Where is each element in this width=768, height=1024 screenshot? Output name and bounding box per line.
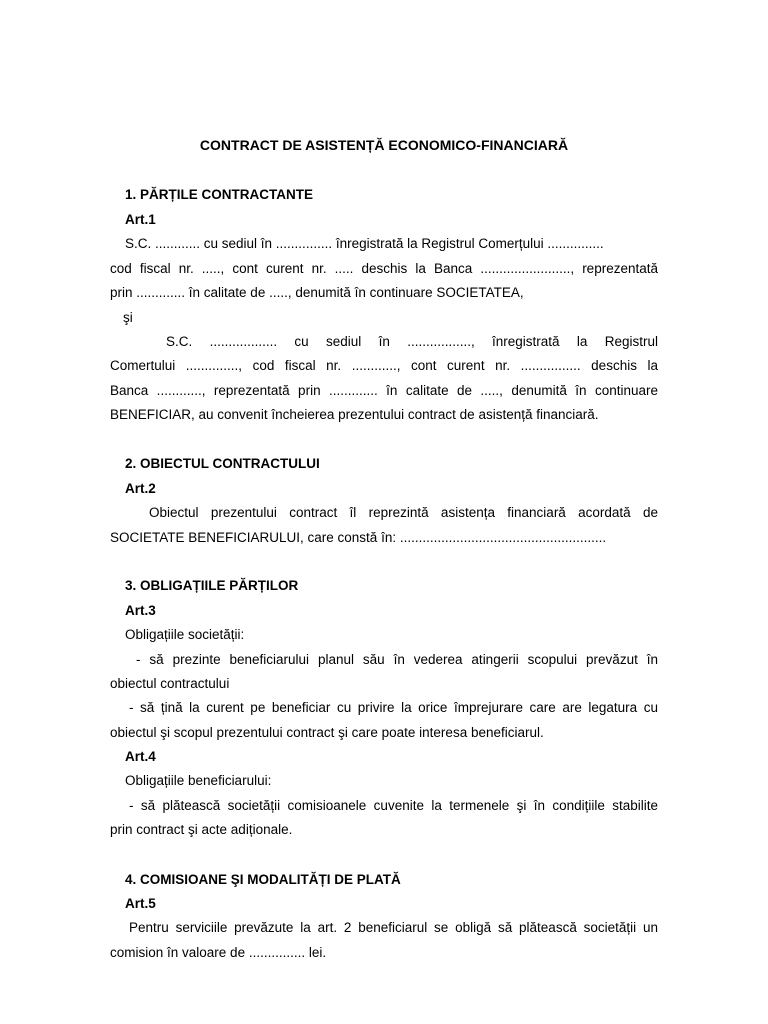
art-1-line-5: S.C. .................. cu sediul în ................., înregistrată la Registrul xyxy=(166,334,658,349)
art-2-label: Art.2 xyxy=(125,481,156,496)
art-5-line-1: Pentru serviciile prevăzute la art. 2 beneficiarul se obligă să plătească societății un xyxy=(129,920,658,935)
art-3-line-1: Obligațiile societății: xyxy=(125,627,245,642)
document-title: CONTRACT DE ASISTENȚĂ ECONOMICO-FINANCIARĂ xyxy=(199,137,569,153)
art-3-label: Art.3 xyxy=(125,603,156,618)
art-4-label: Art.4 xyxy=(125,749,156,764)
art-1-line-3: prin ............. în calitate de ....., denumită în continuare SOCIETATEA, xyxy=(110,285,524,300)
art-1-line-8: BENEFICIAR, au convenit încheierea prezentului contract de asistență financiară. xyxy=(110,407,599,422)
section-3-heading: 3. OBLIGAȚIILE PĂRȚILOR xyxy=(125,578,299,593)
art-4-line-1: Obligațiile beneficiarului: xyxy=(125,773,272,788)
art-1-line-7: Banca ............, reprezentată prin ............. în calitate de ....., denumită în continuare xyxy=(110,383,658,398)
art-3-line-4: - să țină la curent pe beneficiar cu privire la orice împrejurare care are legatura cu xyxy=(129,700,658,715)
art-4-line-2: - să plătească societății comisioanele cuvenite la termenele şi în condițiile stabilite xyxy=(129,798,658,813)
art-5-line-2: comision în valoare de ............... lei. xyxy=(110,945,327,960)
art-1-label: Art.1 xyxy=(125,212,156,227)
section-1-heading: 1. PĂRȚILE CONTRACTANTE xyxy=(125,187,313,202)
section-4-heading: 4. COMISIOANE ŞI MODALITĂȚI DE PLATĂ xyxy=(125,872,401,887)
art-2-line-2: SOCIETATE BENEFICIARULUI, care constă în: ....................................................... xyxy=(110,530,607,545)
art-3-line-2: - să prezinte beneficiarului planul său în vederea atingerii scopului prevăzut în xyxy=(136,652,658,667)
art-1-line-4: şi xyxy=(123,310,133,325)
art-5-label: Art.5 xyxy=(125,896,156,911)
section-2-heading: 2. OBIECTUL CONTRACTULUI xyxy=(125,456,320,471)
art-4-line-3: prin contract şi acte adiționale. xyxy=(110,822,293,837)
art-1-line-2: cod fiscal nr. ....., cont curent nr. ..... deschis la Banca ........................, reprezentată xyxy=(110,261,658,276)
art-1-line-6: Comertului .............., cod fiscal nr. ............, cont curent nr. ................ deschis la xyxy=(110,358,658,373)
art-3-line-3: obiectul contractului xyxy=(110,676,230,691)
art-3-line-5: obiectul şi scopul prezentului contract şi care poate interesa beneficiarul. xyxy=(110,725,544,740)
art-2-line-1: Obiectul prezentului contract îl reprezintă asistența financiară acordată de xyxy=(149,505,658,520)
art-1-line-1: S.C. ............ cu sediul în ............... înregistrată la Registrul Comerțului ............... xyxy=(125,236,604,251)
